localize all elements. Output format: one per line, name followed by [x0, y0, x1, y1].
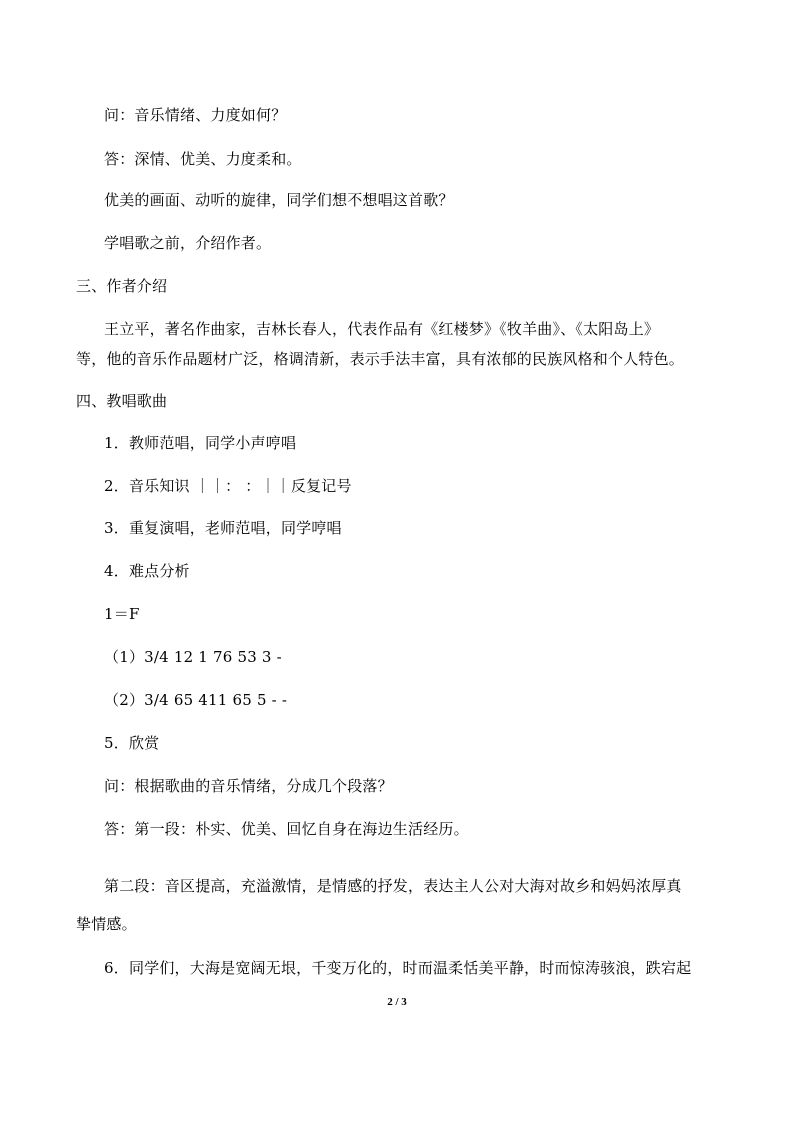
text-line: 1＝F: [104, 605, 140, 623]
section-heading: 四、教唱歌曲: [76, 392, 168, 410]
text-line: 王立平，著名作曲家，吉林长春人，代表作品有《红楼梦》《牧羊曲》、《太阳岛上》: [104, 320, 660, 338]
section-heading: 三、作者介绍: [76, 277, 168, 295]
text-line: 答：第一段：朴实、优美、回忆自身在海边生活经历。: [104, 820, 469, 838]
text-line: 答：深情、优美、力度柔和。: [104, 150, 302, 168]
text-line: 第二段：音区提高，充溢激情，是情感的抒发，表达主人公对大海对故乡和妈妈浓厚真: [104, 877, 682, 895]
list-item: 4．难点分析: [104, 562, 190, 580]
notation-line: （2）3/4 65 411 65 5 - -: [104, 691, 288, 709]
list-item: 3．重复演唱，老师范唱，同学哼唱: [104, 519, 342, 537]
text-line: 问：根据歌曲的音乐情绪，分成几个段落？: [104, 777, 393, 795]
page-number: 2 / 3: [387, 996, 407, 1008]
text-line: 挚情感。: [76, 915, 137, 933]
text-line: 学唱歌之前，介绍作者。: [104, 234, 272, 252]
text-line: 问：音乐情绪、力度如何？: [104, 106, 287, 124]
text-line: 6．同学们，大海是宽阔无垠，千变万化的，时而温柔恬美平静，时而惊涛骇浪，跌宕起: [104, 959, 692, 977]
notation-line: （1）3/4 12 1 76 53 3 -: [104, 648, 282, 666]
list-item: 5．欣赏: [104, 734, 160, 752]
list-item: 1．教师范唱，同学小声哼唱: [104, 434, 297, 452]
text-line: 等，他的音乐作品题材广泛，格调清新，表示手法丰富，具有浓郁的民族风格和个人特色。: [76, 350, 685, 368]
text-line: 优美的画面、动听的旋律，同学们想不想唱这首歌？: [104, 191, 454, 209]
list-item: 2．音乐知识 ｜｜： ：｜｜反复记号: [104, 477, 352, 495]
